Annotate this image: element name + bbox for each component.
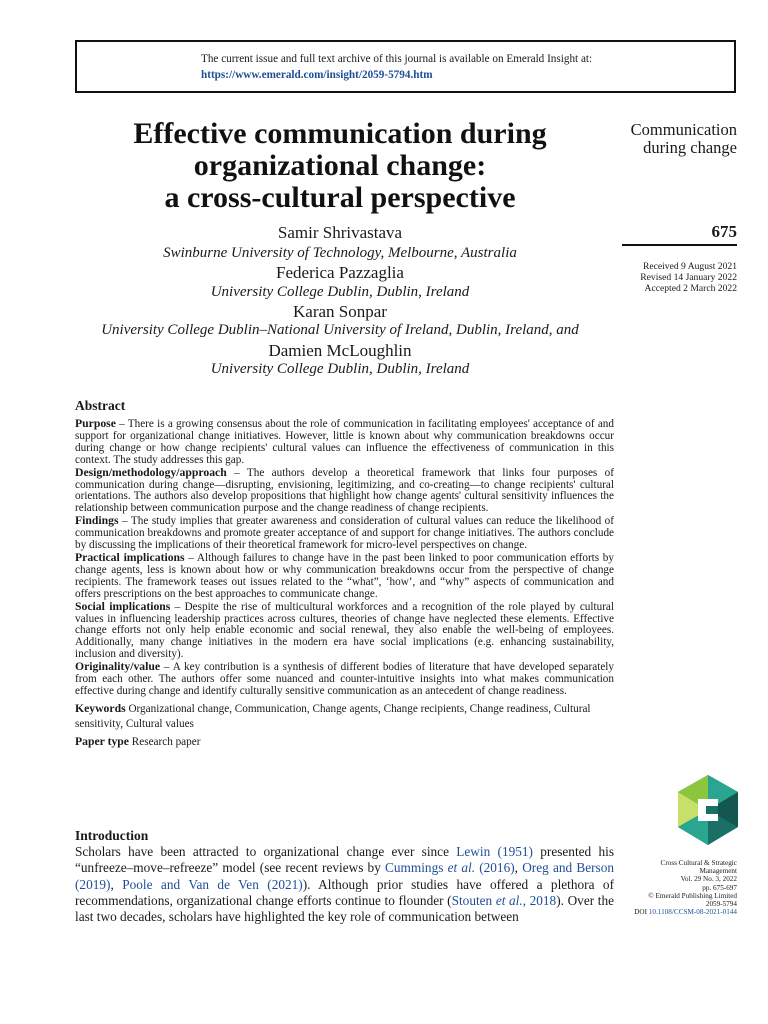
body-text: presented his “unfreeze–move–refreeze” model (see recent reviews by <box>75 844 614 876</box>
journal-issn: 2059-5794 <box>705 900 737 909</box>
journal-info <box>600 859 737 916</box>
journal-name-line-1: Cross Cultural & Strategic <box>660 859 737 867</box>
title-line-2: organizational change: <box>193 149 487 182</box>
section-text: – Although failures to change have in the past been linked to poor communication efforts by change agents, less is known about how or why communication breakdowns occur from the perspective of change recipients. The framework teases out issues related to the “what”, ‘how’, and “why” aspects of communication and offers prescriptions on the best approaches to communicate change. <box>75 551 614 600</box>
keywords <box>75 701 614 733</box>
received-date: Received 9 August 2021 <box>642 261 737 272</box>
archive-url-link[interactable]: https://www.emerald.com/insight/2059-5794.htm <box>201 69 433 81</box>
abstract-findings <box>75 515 614 552</box>
citation-link[interactable]: Poole and Van de Ven (2021) <box>122 876 303 892</box>
doi-label: DOI <box>634 908 649 917</box>
citation-link[interactable]: Oreg and Berson (2019) <box>75 860 614 892</box>
section-text: – A key contribution is a synthesis of different bodies of literature that have developed separately from each other. The authors offer some nuanced and counter-intuitive insights into what makes communication effective during change and identify culturally sensitive communication as an antecedent of change readiness. <box>75 661 614 697</box>
paper-type-text: Research paper <box>129 735 201 748</box>
author-name: Karan Sonpar <box>293 302 387 321</box>
author-affiliation: Swinburne University of Technology, Melbourne, Australia <box>163 245 517 261</box>
citation-link[interactable] <box>452 893 557 908</box>
body-text: ). Although prior studies have offered a plethora of recommendations, organizational change efforts continue to flounder ( <box>75 876 614 908</box>
title-line-1: Effective communication during <box>133 117 547 150</box>
citation-link[interactable] <box>385 860 515 875</box>
abstract-design <box>75 467 614 516</box>
introduction-heading: Introduction <box>75 828 149 843</box>
running-head-line-1: Communication <box>630 120 737 139</box>
section-label: Purpose <box>75 417 116 430</box>
article-dates <box>600 261 737 294</box>
title-line-3: a cross-cultural perspective <box>164 181 516 214</box>
archive-notice-text: The current issue and full text archive of this journal is available on Emerald Insight at: <box>201 53 593 65</box>
revised-date: Revised 14 January 2022 <box>640 272 737 283</box>
citation-author: Cummings <box>385 860 448 876</box>
abstract-heading: Abstract <box>75 398 126 413</box>
doi <box>600 908 737 916</box>
abstract-practical-implications <box>75 552 614 601</box>
publisher-copyright: © Emerald Publishing Limited <box>648 891 737 900</box>
citation-etal: et al. <box>447 860 476 876</box>
author-affiliation: University College Dublin–National University of Ireland, Dublin, Ireland, and <box>101 322 579 338</box>
abstract-originality <box>75 661 614 698</box>
body-text: , <box>514 860 523 876</box>
author-name: Federica Pazzaglia <box>276 263 404 282</box>
page-number-rule <box>622 244 737 246</box>
citation-link[interactable]: Lewin (1951) <box>456 844 533 859</box>
keywords-label: Keywords <box>75 701 126 715</box>
running-head <box>600 121 737 157</box>
introduction-paragraph <box>75 844 614 925</box>
section-label: Originality/value <box>75 660 161 674</box>
running-head-line-2: during change <box>643 138 737 157</box>
section-text: – The study implies that greater awareness and consideration of cultural values can reduce the likelihood of communication breakdowns and promote greater acceptance of and support for change initiatives. The authors conclude by discussing the implications of their theoretical framework for micro-level perspectives on change. <box>75 515 614 552</box>
paper-type <box>75 734 614 750</box>
journal-archive-notice <box>75 40 736 93</box>
section-text: – There is a growing consensus about the role of communication in facilitating employees' acceptance of and support for organizational change initiatives. However, little is known about why communication breakdowns occur during change or how change recipients' cultural values can influence the effectiveness of communication in this context. The study addresses this gap. <box>75 418 614 466</box>
author-name: Damien McLoughlin <box>268 341 412 360</box>
citation-year: (2016) <box>475 860 515 876</box>
logo-inner-notch <box>706 806 718 814</box>
paper-type-label: Paper type <box>75 734 129 748</box>
section-label: Design/methodology/approach <box>75 465 227 479</box>
citation-author: Stouten <box>451 892 496 908</box>
author-affiliation: University College Dublin, Dublin, Ireland <box>210 284 470 300</box>
section-label: Social implications <box>75 599 171 613</box>
citation-etal: et al. <box>495 892 523 908</box>
citation-year: , 2018 <box>522 892 557 908</box>
section-text: – Despite the rise of multicultural workforces and a recognition of the role played by cultural values in influencing leadership practices across cultures, theories of change have neglected these elements. Effective change efforts not only help enable economic and social renewal, they also enable the well-being of employees. Additionally, many change initiatives in the modern era have social implications (e.g. enhancing sustainability, inclusion and diversity). <box>75 600 614 661</box>
article-title <box>75 118 605 214</box>
section-text: – The authors develop a theoretical framework that links four purposes of communication during change—disrupting, envisioning, legitimizing, and co-creating—to change recipients' cultural orientations. The authors also develop propositions that highlight how change agents' cultural sensitivity influences the relationship between communication purpose and the change readiness of change recipients. <box>75 466 614 515</box>
keywords-text: Organizational change, Communication, Change agents, Change recipients, Change readiness, Cultural sensitivity, Cultural values <box>75 702 591 731</box>
body-text: ). Over the last two decades, scholars have highlighted the key role of communication between <box>75 892 614 925</box>
abstract <box>75 398 614 750</box>
journal-pages: pp. 675-697 <box>702 883 737 892</box>
emerald-publishing-logo-icon <box>678 775 738 845</box>
doi-link[interactable]: 10.1108/CCSM-08-2021-0144 <box>648 908 737 917</box>
body-text: , <box>110 876 123 892</box>
page-number: 675 <box>711 222 737 241</box>
body-text: Scholars have been attracted to organizational change ever since <box>75 844 457 859</box>
author-affiliation: University College Dublin, Dublin, Ireland <box>210 361 470 377</box>
abstract-purpose <box>75 418 614 467</box>
accepted-date: Accepted 2 March 2022 <box>644 283 737 294</box>
author-name: Samir Shrivastava <box>277 223 403 242</box>
section-label: Findings <box>75 514 119 528</box>
abstract-social-implications <box>75 601 614 662</box>
section-label: Practical implications <box>75 550 185 564</box>
introduction <box>75 827 614 925</box>
journal-volume: Vol. 29 No. 3, 2022 <box>680 875 737 884</box>
journal-name-line-2: Management <box>699 867 737 876</box>
